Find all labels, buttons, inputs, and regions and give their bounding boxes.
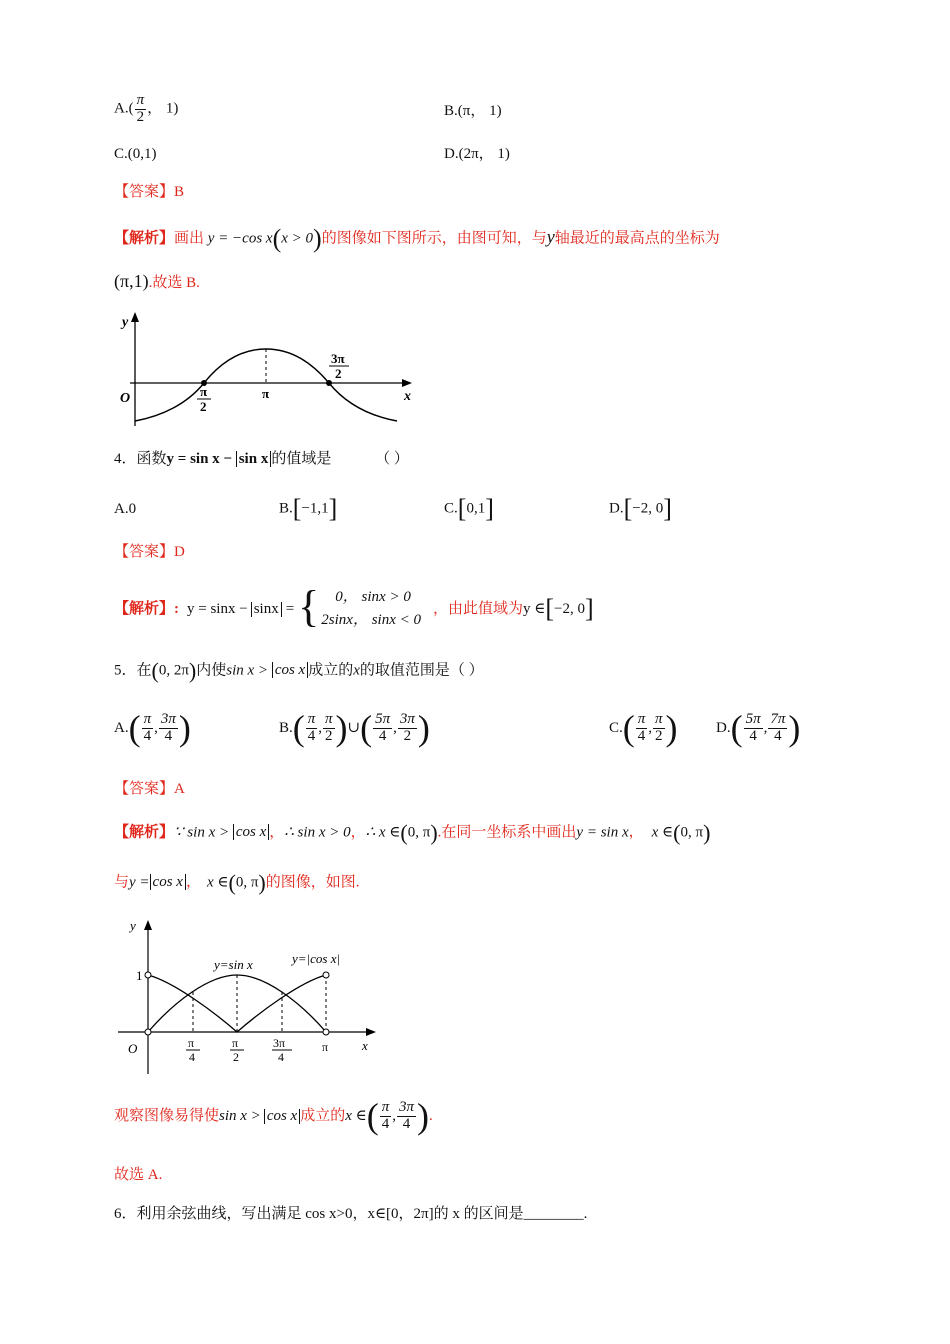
tick-3-den: 4	[278, 1050, 284, 1064]
x-axis-arrow	[402, 379, 412, 387]
tick-4: π	[322, 1040, 329, 1054]
tick-2: π	[262, 386, 270, 401]
q5-answer: 【答案】A	[114, 781, 185, 797]
cos-curve	[135, 349, 397, 421]
y-axis-arrow	[144, 920, 152, 930]
tick-3-den: 2	[335, 366, 342, 381]
question-5-stem: 5．在(0, 2π)内使sin x > cos x 成立的x的取值范围是（ ）	[114, 658, 484, 683]
question-6-stem: 6．利用余弦曲线，写出满足 cos x>0，x∈[0，2π]的 x 的区间是________.	[114, 1206, 588, 1222]
q4-explanation: 【解析】: y = sinx − sinx = { 0， sinx > 0 2sinx， sinx < 0 ，由此值域为 y ∈ [ −2, 0 ]	[114, 582, 594, 631]
tick-3-num: 3π	[273, 1036, 286, 1050]
question-4-stem: 4．函数y = sin x − sin x 的值域是 （ ）	[114, 451, 409, 467]
sin-abscos-graph	[114, 912, 384, 1080]
y-label: y	[122, 315, 129, 330]
tick-3-num: 3π	[331, 351, 345, 366]
q5-option-b: B. ( $\frac{\pi}{4}$ , $\frac{\pi}{2}$ ) ∪ ( $\frac{5\pi}{4}$ , $\frac{3\pi}{2}$ )	[279, 708, 430, 748]
q5-choose: 故选 A.	[114, 1167, 163, 1183]
y-axis-arrow	[131, 312, 139, 322]
y-label: y	[130, 918, 136, 933]
option-a: A.( $\frac{\pi}{2}$ ， 1)	[114, 92, 179, 125]
x-label: x	[362, 1038, 368, 1053]
origin-label: O	[120, 391, 131, 406]
q4-option-c: C.[0,1]	[444, 494, 494, 523]
q5-explanation: 【解析】∵ sin x > cos x ，∴ sin x > 0，∴ x ∈(0, π).在同一坐标系中画出y = sin x， x ∈(0, π)	[114, 820, 711, 845]
q4-option-a: A.0	[114, 501, 137, 517]
explanation-cont: (π,1).故选 B.	[114, 271, 200, 291]
q4-option-b: B.[−1,1]	[279, 494, 338, 523]
curve-2-label: y=|cos x|	[292, 951, 341, 966]
x-axis-arrow	[366, 1028, 376, 1036]
origin-label: O	[128, 1041, 138, 1056]
q4-answer: 【答案】D	[114, 544, 185, 560]
q5-observation: 观察图像易得使 sin x > cos x 成立的 x ∈ ( $\frac{\pi}{4}$ , $\frac{3\pi}{4}$ ) .	[114, 1096, 433, 1136]
x-label: x	[404, 389, 411, 404]
tick-2-den: 2	[233, 1050, 239, 1064]
one-label: 1	[136, 968, 143, 983]
tick-1-num: π	[200, 384, 208, 399]
curve-1-label: y=sin x	[214, 957, 253, 972]
q4-option-d: D.[−2, 0]	[609, 494, 672, 523]
zero-point-2	[326, 380, 332, 386]
q5-option-c: C. ( $\frac{\pi}{4}$ , $\frac{\pi}{2}$ )	[609, 708, 678, 748]
answer-label: 【答案】B	[114, 184, 185, 200]
q5-option-d: D. ( $\frac{5\pi}{4}$ , $\frac{7\pi}{4}$ )	[716, 708, 801, 748]
tick-2-num: π	[232, 1036, 239, 1050]
q5-option-a: A. ( $\frac{\pi}{4}$ , $\frac{3\pi}{4}$ )	[114, 708, 191, 748]
tick-1-num: π	[188, 1036, 195, 1050]
tick-1-den: 2	[200, 399, 207, 414]
option-d: D.(2π， 1)	[444, 146, 510, 162]
option-c: C.(0,1)	[114, 146, 157, 162]
explanation: 【解析】画出 y = −cos x(x > 0)的图像如下图所示，由图可知，与y轴最近的最高点的坐标为	[114, 224, 720, 253]
option-b: B.(π， 1)	[444, 103, 502, 119]
cosine-graph	[112, 308, 422, 433]
q5-explanation-cont: 与y = cos x ， x ∈(0, π)的图像，如图.	[114, 870, 360, 895]
tick-1-den: 4	[189, 1050, 195, 1064]
